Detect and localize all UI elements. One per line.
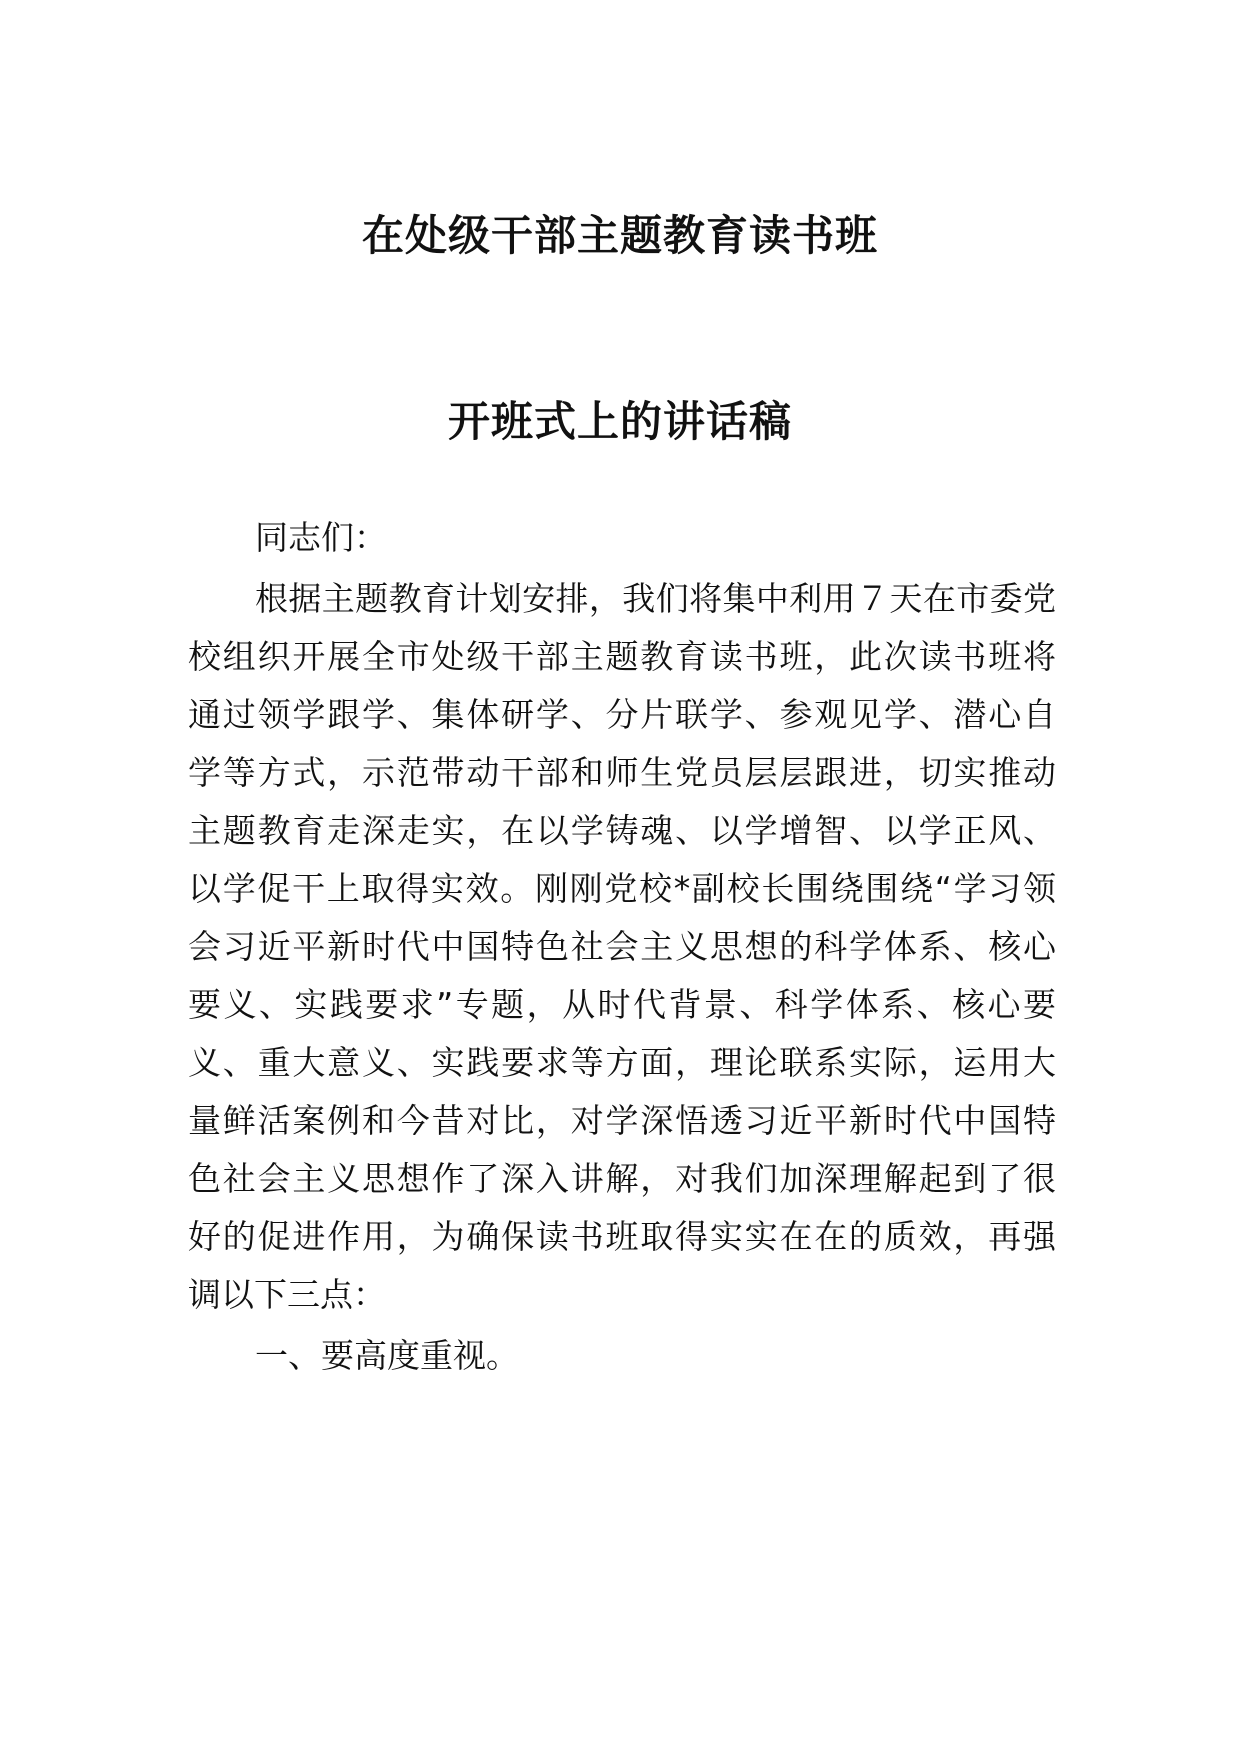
paragraph-line: 调以下三点：	[188, 1275, 386, 1314]
document-title-line-1: 在处级干部主题教育读书班	[361, 211, 878, 260]
paragraph-line: 好的促进作用，为确保读书班取得实实在在的质效，再强	[188, 1217, 1056, 1256]
salutation: 同志们：	[255, 518, 387, 557]
paragraph-line: 主题教育走深走实，在以学铸魂、以学增智、以学正风、	[188, 811, 1056, 850]
section-heading: 一、要高度重视。	[255, 1336, 519, 1375]
paragraph-line: 义、重大意义、实践要求等方面，理论联系实际，运用大	[188, 1043, 1056, 1082]
paragraph-line: 学等方式，示范带动干部和师生党员层层跟进，切实推动	[188, 753, 1056, 792]
paragraph-line: 要义、实践要求”专题，从时代背景、科学体系、核心要	[188, 985, 1056, 1024]
paragraph-line: 通过领学跟学、集体研学、分片联学、参观见学、潜心自	[188, 695, 1056, 734]
paragraph-line: 校组织开展全市处级干部主题教育读书班，此次读书班将	[188, 637, 1056, 676]
paragraph-line: 以学促干上取得实效。刚刚党校*副校长围绕围绕“学习领	[188, 869, 1056, 908]
paragraph-line: 色社会主义思想作了深入讲解，对我们加深理解起到了很	[188, 1159, 1056, 1198]
document-title-line-2: 开班式上的讲话稿	[447, 397, 792, 446]
paragraph-line: 会习近平新时代中国特色社会主义思想的科学体系、核心	[188, 927, 1056, 966]
paragraph-line: 根据主题教育计划安排，我们将集中利用７天在市委党	[255, 579, 1056, 618]
paragraph-line: 量鲜活案例和今昔对比，对学深悟透习近平新时代中国特	[188, 1101, 1056, 1140]
